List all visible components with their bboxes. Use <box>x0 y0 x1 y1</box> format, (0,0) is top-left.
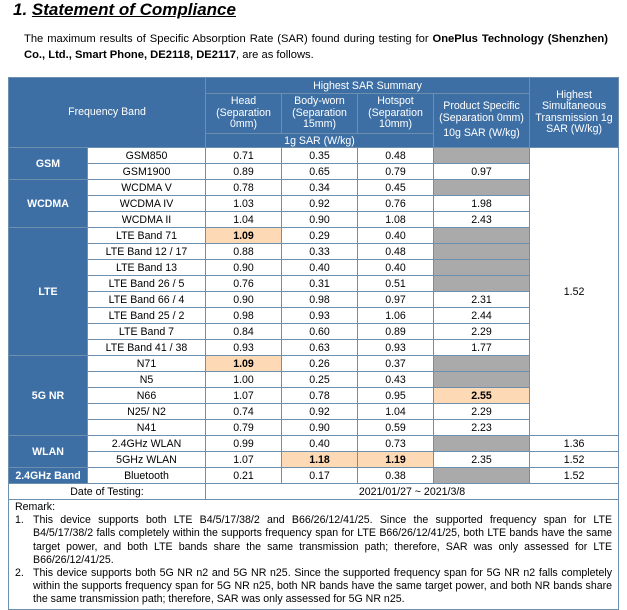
band-cell: N41 <box>88 420 206 436</box>
product-specific-cell <box>434 148 530 164</box>
body-cell: 0.25 <box>282 372 358 388</box>
body-cell: 0.29 <box>282 228 358 244</box>
product-specific-cell <box>434 276 530 292</box>
head-cell: 1.07 <box>206 388 282 404</box>
simultaneous-wlan5-cell: 1.52 <box>530 452 619 468</box>
table-row <box>9 244 619 260</box>
hotspot-cell: 0.40 <box>358 228 434 244</box>
remark-item <box>15 514 612 567</box>
table-row <box>9 196 619 212</box>
intro-text-2: , are as follows. <box>236 49 314 61</box>
table-row <box>9 228 619 244</box>
product-specific-cell <box>434 356 530 372</box>
table-row <box>9 340 619 356</box>
band-cell: LTE Band 12 / 17 <box>88 244 206 260</box>
product-specific-cell: 2.44 <box>434 308 530 324</box>
simultaneous-cellular-cell: 1.52 <box>530 148 619 436</box>
body-cell: 0.17 <box>282 468 358 484</box>
band-cell: LTE Band 13 <box>88 260 206 276</box>
hotspot-cell: 0.48 <box>358 148 434 164</box>
product-specific-cell <box>434 436 530 452</box>
body-cell: 0.26 <box>282 356 358 372</box>
head-cell: 0.89 <box>206 164 282 180</box>
table-row <box>9 324 619 340</box>
remark-title: Remark: <box>15 501 56 513</box>
remark-text: This device supports both 5G NR n2 and 5G NR n25. Since the supported frequency span for 5G NR n2 falls completely within the supports frequency span for 5G NR n25, both NR bands have the same target power, and both NR bands share the same transmission path; therefore, SAR was only assessed for 5G NR n25. <box>33 567 613 606</box>
band-cell: N25/ N2 <box>88 404 206 420</box>
hotspot-cell: 0.38 <box>358 468 434 484</box>
table-row <box>9 308 619 324</box>
head-cell: 0.93 <box>206 340 282 356</box>
body-cell: 0.93 <box>282 308 358 324</box>
date-label: Date of Testing: <box>9 484 206 500</box>
head-cell: 0.98 <box>206 308 282 324</box>
body-cell: 0.98 <box>282 292 358 308</box>
product-specific-cell <box>434 180 530 196</box>
table-row <box>9 452 619 468</box>
hotspot-cell: 0.59 <box>358 420 434 436</box>
header-unit-1g: 1g SAR (W/kg) <box>206 134 434 148</box>
table-row <box>9 356 619 372</box>
head-cell: 0.71 <box>206 148 282 164</box>
simultaneous-bt-cell: 1.52 <box>530 468 619 484</box>
header-body-worn: Body-worn (Separation 15mm) <box>282 94 358 134</box>
band-cell: LTE Band 41 / 38 <box>88 340 206 356</box>
intro-paragraph <box>24 31 608 63</box>
head-cell: 0.90 <box>206 292 282 308</box>
table-row <box>9 164 619 180</box>
header-simultaneous: Highest Simultaneous Transmission 1g SAR (W/kg) <box>530 78 619 148</box>
hotspot-cell: 1.08 <box>358 212 434 228</box>
head-cell-highlight: 1.09 <box>206 228 282 244</box>
product-specific-cell <box>434 260 530 276</box>
hotspot-cell: 1.04 <box>358 404 434 420</box>
section-title: Statement of Compliance <box>31 0 236 19</box>
remark-number: 1. <box>15 514 24 527</box>
head-cell: 0.84 <box>206 324 282 340</box>
hotspot-cell: 0.40 <box>358 260 434 276</box>
product-specific-cell: 2.29 <box>434 404 530 420</box>
header-head: Head (Separation 0mm) <box>206 94 282 134</box>
band-cell: WCDMA V <box>88 180 206 196</box>
product-specific-cell: 2.43 <box>434 212 530 228</box>
body-cell-highlight: 1.18 <box>282 452 358 468</box>
hotspot-cell: 1.06 <box>358 308 434 324</box>
hotspot-cell: 0.95 <box>358 388 434 404</box>
product-specific-cell: 2.29 <box>434 324 530 340</box>
head-cell: 0.88 <box>206 244 282 260</box>
band-cell: GSM850 <box>88 148 206 164</box>
band-cell: LTE Band 71 <box>88 228 206 244</box>
table-row <box>9 404 619 420</box>
band-cell: 5GHz WLAN <box>88 452 206 468</box>
head-cell: 0.21 <box>206 468 282 484</box>
head-cell: 1.03 <box>206 196 282 212</box>
product-specific-cell <box>434 372 530 388</box>
body-cell: 0.40 <box>282 260 358 276</box>
band-cell: 2.4GHz WLAN <box>88 436 206 452</box>
head-cell: 0.74 <box>206 404 282 420</box>
remark-text: This device supports both LTE B4/5/17/38/2 and B66/26/12/41/25. Since the supported frequency span for LTE B4/5/17/38/2 falls completely within the supports frequency span for LTE B66/26/12/41/25, both LTE bands have the same target power, and both LTE bands share the same transmission path; therefore, SAR was only assessed for LTE B66/26/12/41/25. <box>33 514 613 566</box>
date-value: 2021/01/27 ~ 2021/3/8 <box>206 484 619 500</box>
hotspot-cell: 0.79 <box>358 164 434 180</box>
table-row <box>9 148 619 164</box>
hotspot-cell: 0.93 <box>358 340 434 356</box>
simultaneous-wlan24-cell: 1.36 <box>530 436 619 452</box>
body-cell: 0.92 <box>282 404 358 420</box>
head-cell: 1.00 <box>206 372 282 388</box>
table-row <box>9 388 619 404</box>
group-lte: LTE <box>9 228 88 356</box>
head-cell: 1.07 <box>206 452 282 468</box>
band-cell: GSM1900 <box>88 164 206 180</box>
product-specific-cell <box>434 244 530 260</box>
body-cell: 0.34 <box>282 180 358 196</box>
section-heading <box>13 0 236 20</box>
product-specific-cell: 0.97 <box>434 164 530 180</box>
band-cell: LTE Band 26 / 5 <box>88 276 206 292</box>
band-cell: WCDMA IV <box>88 196 206 212</box>
product-specific-cell: 1.98 <box>434 196 530 212</box>
hotspot-cell: 0.97 <box>358 292 434 308</box>
head-cell: 0.79 <box>206 420 282 436</box>
band-cell: LTE Band 25 / 2 <box>88 308 206 324</box>
table-row <box>9 276 619 292</box>
product-specific-cell: 2.31 <box>434 292 530 308</box>
hotspot-cell: 0.51 <box>358 276 434 292</box>
hotspot-cell: 0.76 <box>358 196 434 212</box>
product-specific-cell-highlight: 2.55 <box>434 388 530 404</box>
header-highest-sar-summary: Highest SAR Summary <box>206 78 530 94</box>
band-cell: LTE Band 7 <box>88 324 206 340</box>
head-cell: 0.78 <box>206 180 282 196</box>
band-cell: N66 <box>88 388 206 404</box>
hotspot-cell-highlight: 1.19 <box>358 452 434 468</box>
body-cell: 0.65 <box>282 164 358 180</box>
product-specific-cell: 2.35 <box>434 452 530 468</box>
body-cell: 0.90 <box>282 420 358 436</box>
body-cell: 0.92 <box>282 196 358 212</box>
body-cell: 0.90 <box>282 212 358 228</box>
body-cell: 0.35 <box>282 148 358 164</box>
body-cell: 0.60 <box>282 324 358 340</box>
head-cell: 0.90 <box>206 260 282 276</box>
group-gsm: GSM <box>9 148 88 180</box>
hotspot-cell: 0.45 <box>358 180 434 196</box>
intro-applicant: OnePlus Technology (Shenzhen) Co., Ltd., Smart Phone, DE2118, DE2117 <box>24 33 608 61</box>
table-row <box>9 436 619 452</box>
remark-row <box>9 500 619 610</box>
body-cell: 0.33 <box>282 244 358 260</box>
table-row <box>9 260 619 276</box>
head-cell: 0.76 <box>206 276 282 292</box>
table-row <box>9 420 619 436</box>
header-product-specific-label: Product Specific (Separation 0mm) <box>439 100 524 124</box>
remark-item <box>15 567 612 607</box>
table-row <box>9 292 619 308</box>
group-2g4-band: 2.4GHz Band <box>9 468 88 484</box>
hotspot-cell: 0.73 <box>358 436 434 452</box>
group-wcdma: WCDMA <box>9 180 88 228</box>
hotspot-cell: 0.43 <box>358 372 434 388</box>
band-cell: N5 <box>88 372 206 388</box>
body-cell: 0.63 <box>282 340 358 356</box>
remark-cell <box>9 500 619 610</box>
header-hotspot: Hotspot (Separation 10mm) <box>358 94 434 134</box>
head-cell: 1.04 <box>206 212 282 228</box>
band-cell: Bluetooth <box>88 468 206 484</box>
header-unit-10g: 10g SAR (W/kg) <box>443 127 520 140</box>
date-row <box>9 484 619 500</box>
group-wlan: WLAN <box>9 436 88 468</box>
product-specific-cell <box>434 468 530 484</box>
group-5g-nr: 5G NR <box>9 356 88 436</box>
body-cell: 0.31 <box>282 276 358 292</box>
table-row <box>9 180 619 196</box>
head-cell-highlight: 1.09 <box>206 356 282 372</box>
header-frequency-band: Frequency Band <box>9 78 206 148</box>
band-cell: WCDMA II <box>88 212 206 228</box>
product-specific-cell: 1.77 <box>434 340 530 356</box>
remark-number: 2. <box>15 567 24 580</box>
product-specific-cell <box>434 228 530 244</box>
body-cell: 0.78 <box>282 388 358 404</box>
hotspot-cell: 0.89 <box>358 324 434 340</box>
product-specific-cell: 2.23 <box>434 420 530 436</box>
table-row <box>9 212 619 228</box>
head-cell: 0.99 <box>206 436 282 452</box>
band-cell: N71 <box>88 356 206 372</box>
table-row <box>9 372 619 388</box>
hotspot-cell: 0.37 <box>358 356 434 372</box>
section-number: 1. <box>13 0 28 19</box>
table-row <box>9 468 619 484</box>
hotspot-cell: 0.48 <box>358 244 434 260</box>
intro-text-1: The maximum results of Specific Absorption Rate (SAR) found during testing for <box>24 33 433 45</box>
header-product-specific <box>434 94 530 148</box>
sar-summary-table <box>8 77 619 610</box>
body-cell: 0.40 <box>282 436 358 452</box>
band-cell: LTE Band 66 / 4 <box>88 292 206 308</box>
